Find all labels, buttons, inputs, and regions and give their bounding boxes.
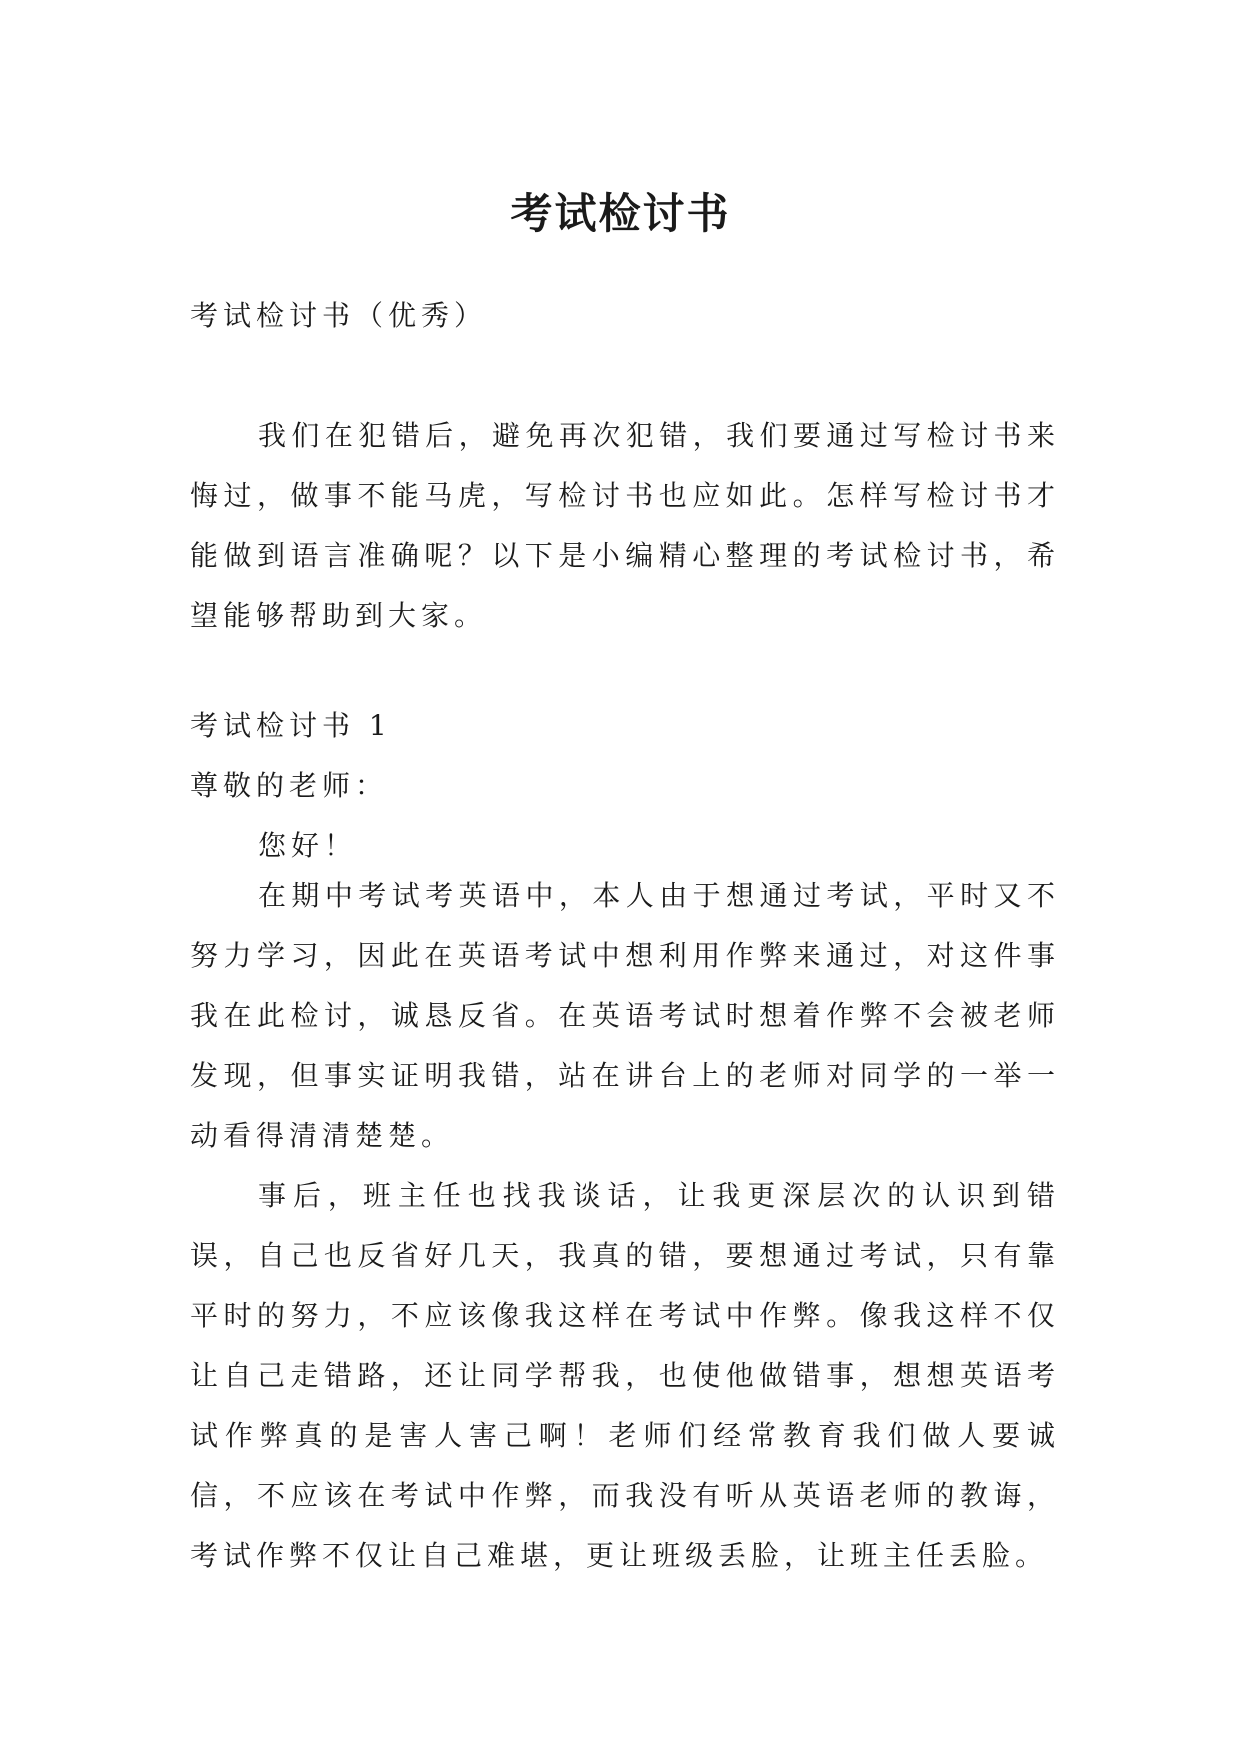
document-title: 考试检讨书 — [510, 189, 731, 239]
intro-paragraph: 我们在犯错后，避免再次犯错，我们要通过写检讨书来悔过，做事不能马虎，写检讨书也应如此。怎样写检讨书才能做到语言准确呢？以下是小编精心整理的考试检讨书，希望能够帮助到大家。 — [190, 419, 1060, 632]
section-heading: 考试检讨书 1 — [190, 709, 392, 742]
body-paragraph: 事后，班主任也找我谈话，让我更深层次的认识到错误，自己也反省好几天，我真的错，要想通过考试，只有靠平时的努力，不应该像我这样在考试中作弊。像我这样不仅让自己走错路，还让同学帮我，也使他做错事，想想英语考试作弊真的是害人害己啊！老师们经常教育我们做人要诚信，不应该在考试中作弊，而我没有听从英语老师的教诲，考试作弊不仅让自己难堪，更让班级丢脸，让班主任丢脸。 — [190, 1179, 1060, 1572]
document-subtitle: 考试检讨书（优秀） — [190, 299, 488, 332]
salutation: 尊敬的老师： — [190, 769, 389, 802]
body-paragraph: 在期中考试考英语中，本人由于想通过考试，平时又不努力学习，因此在英语考试中想利用作弊来通过，对这件事我在此检讨，诚恳反省。在英语考试时想着作弊不会被老师发现，但事实证明我错，站在讲台上的老师对同学的一举一动看得清清楚楚。 — [190, 879, 1060, 1152]
greeting: 您好！ — [258, 829, 358, 862]
